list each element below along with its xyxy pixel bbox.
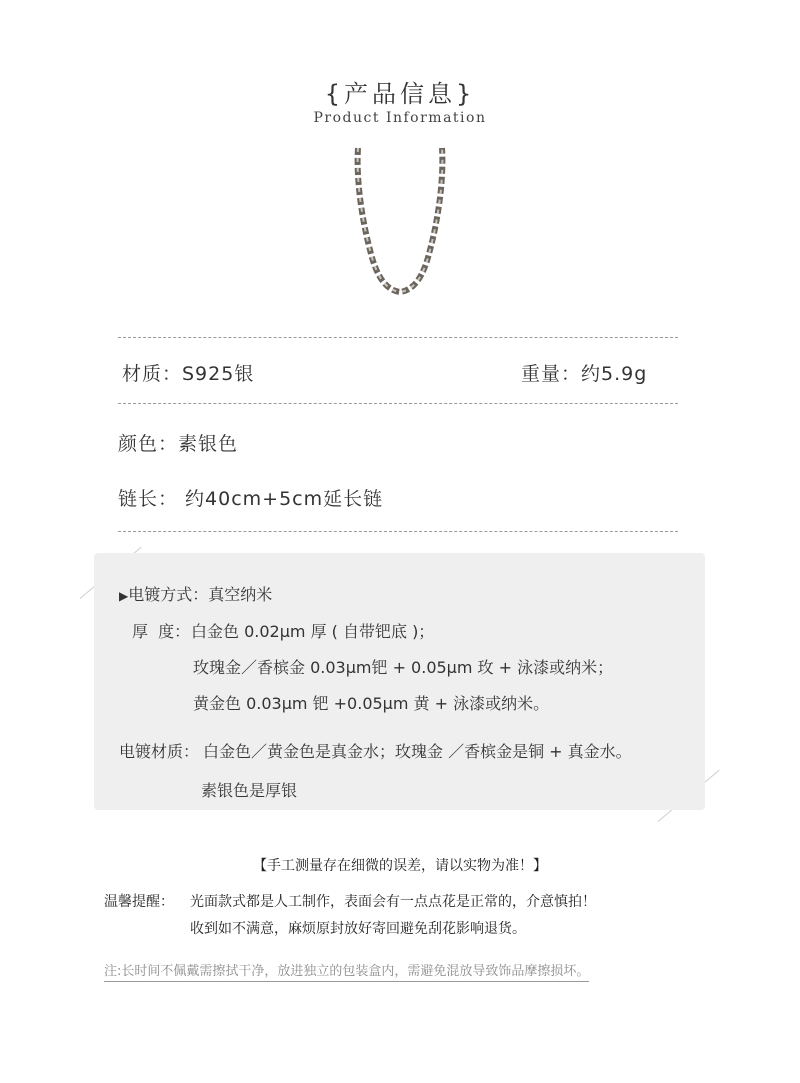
care-note: 注:长时间不佩戴需擦拭干净，放进独立的包装盒内，需避免混放导致饰品摩擦损坏。 [104, 960, 589, 982]
page-subtitle: Product Information [313, 110, 487, 126]
divider [118, 531, 678, 532]
triangle-bullet-icon: ▶ [119, 589, 129, 603]
plating-method-text: 电镀方式：真空纳米 [128, 585, 273, 604]
warm-reminder-line: 光面款式都是人工制作，表面会有一点点花是正常的，介意慎拍！ [190, 894, 596, 910]
plating-method [119, 582, 272, 605]
material-spec: 材质：S925银 [122, 363, 255, 385]
necklace-image [340, 140, 460, 300]
divider [118, 403, 678, 404]
thickness-line: 黄金色 0.03μm 钯 +0.05μm 黄 + 泳漆或纳米。 [193, 694, 550, 713]
page-title: {产品信息} [324, 80, 476, 108]
plating-material-label: 电镀材质： [119, 742, 200, 761]
color-spec: 颜色：素银色 [118, 433, 239, 455]
measurement-notice: 【手工测量存在细微的误差，请以实物为准！】 [253, 858, 547, 874]
thickness-line: 白金色 0.02μm 厚 ( 自带钯底 )； [191, 622, 435, 641]
chain-length-spec: 链长： 约40cm+5cm延长链 [118, 488, 384, 510]
plating-material-line: 素银色是厚银 [201, 781, 298, 800]
warm-reminder-label: 温馨提醒： [104, 894, 174, 910]
weight-spec: 重量：约5.9g [521, 363, 648, 385]
plating-material-line: 白金色／黄金色是真金水；玫瑰金 ／香槟金是铜 + 真金水。 [203, 742, 632, 761]
thickness-label: 厚 度： [132, 622, 191, 641]
thickness-line: 玫瑰金／香槟金 0.03μm钯 + 0.05μm 玫 + 泳漆或纳米； [193, 658, 614, 677]
warm-reminder-line: 收到如不满意，麻烦原封放好寄回避免刮花影响退货。 [190, 921, 526, 937]
divider [118, 337, 678, 338]
